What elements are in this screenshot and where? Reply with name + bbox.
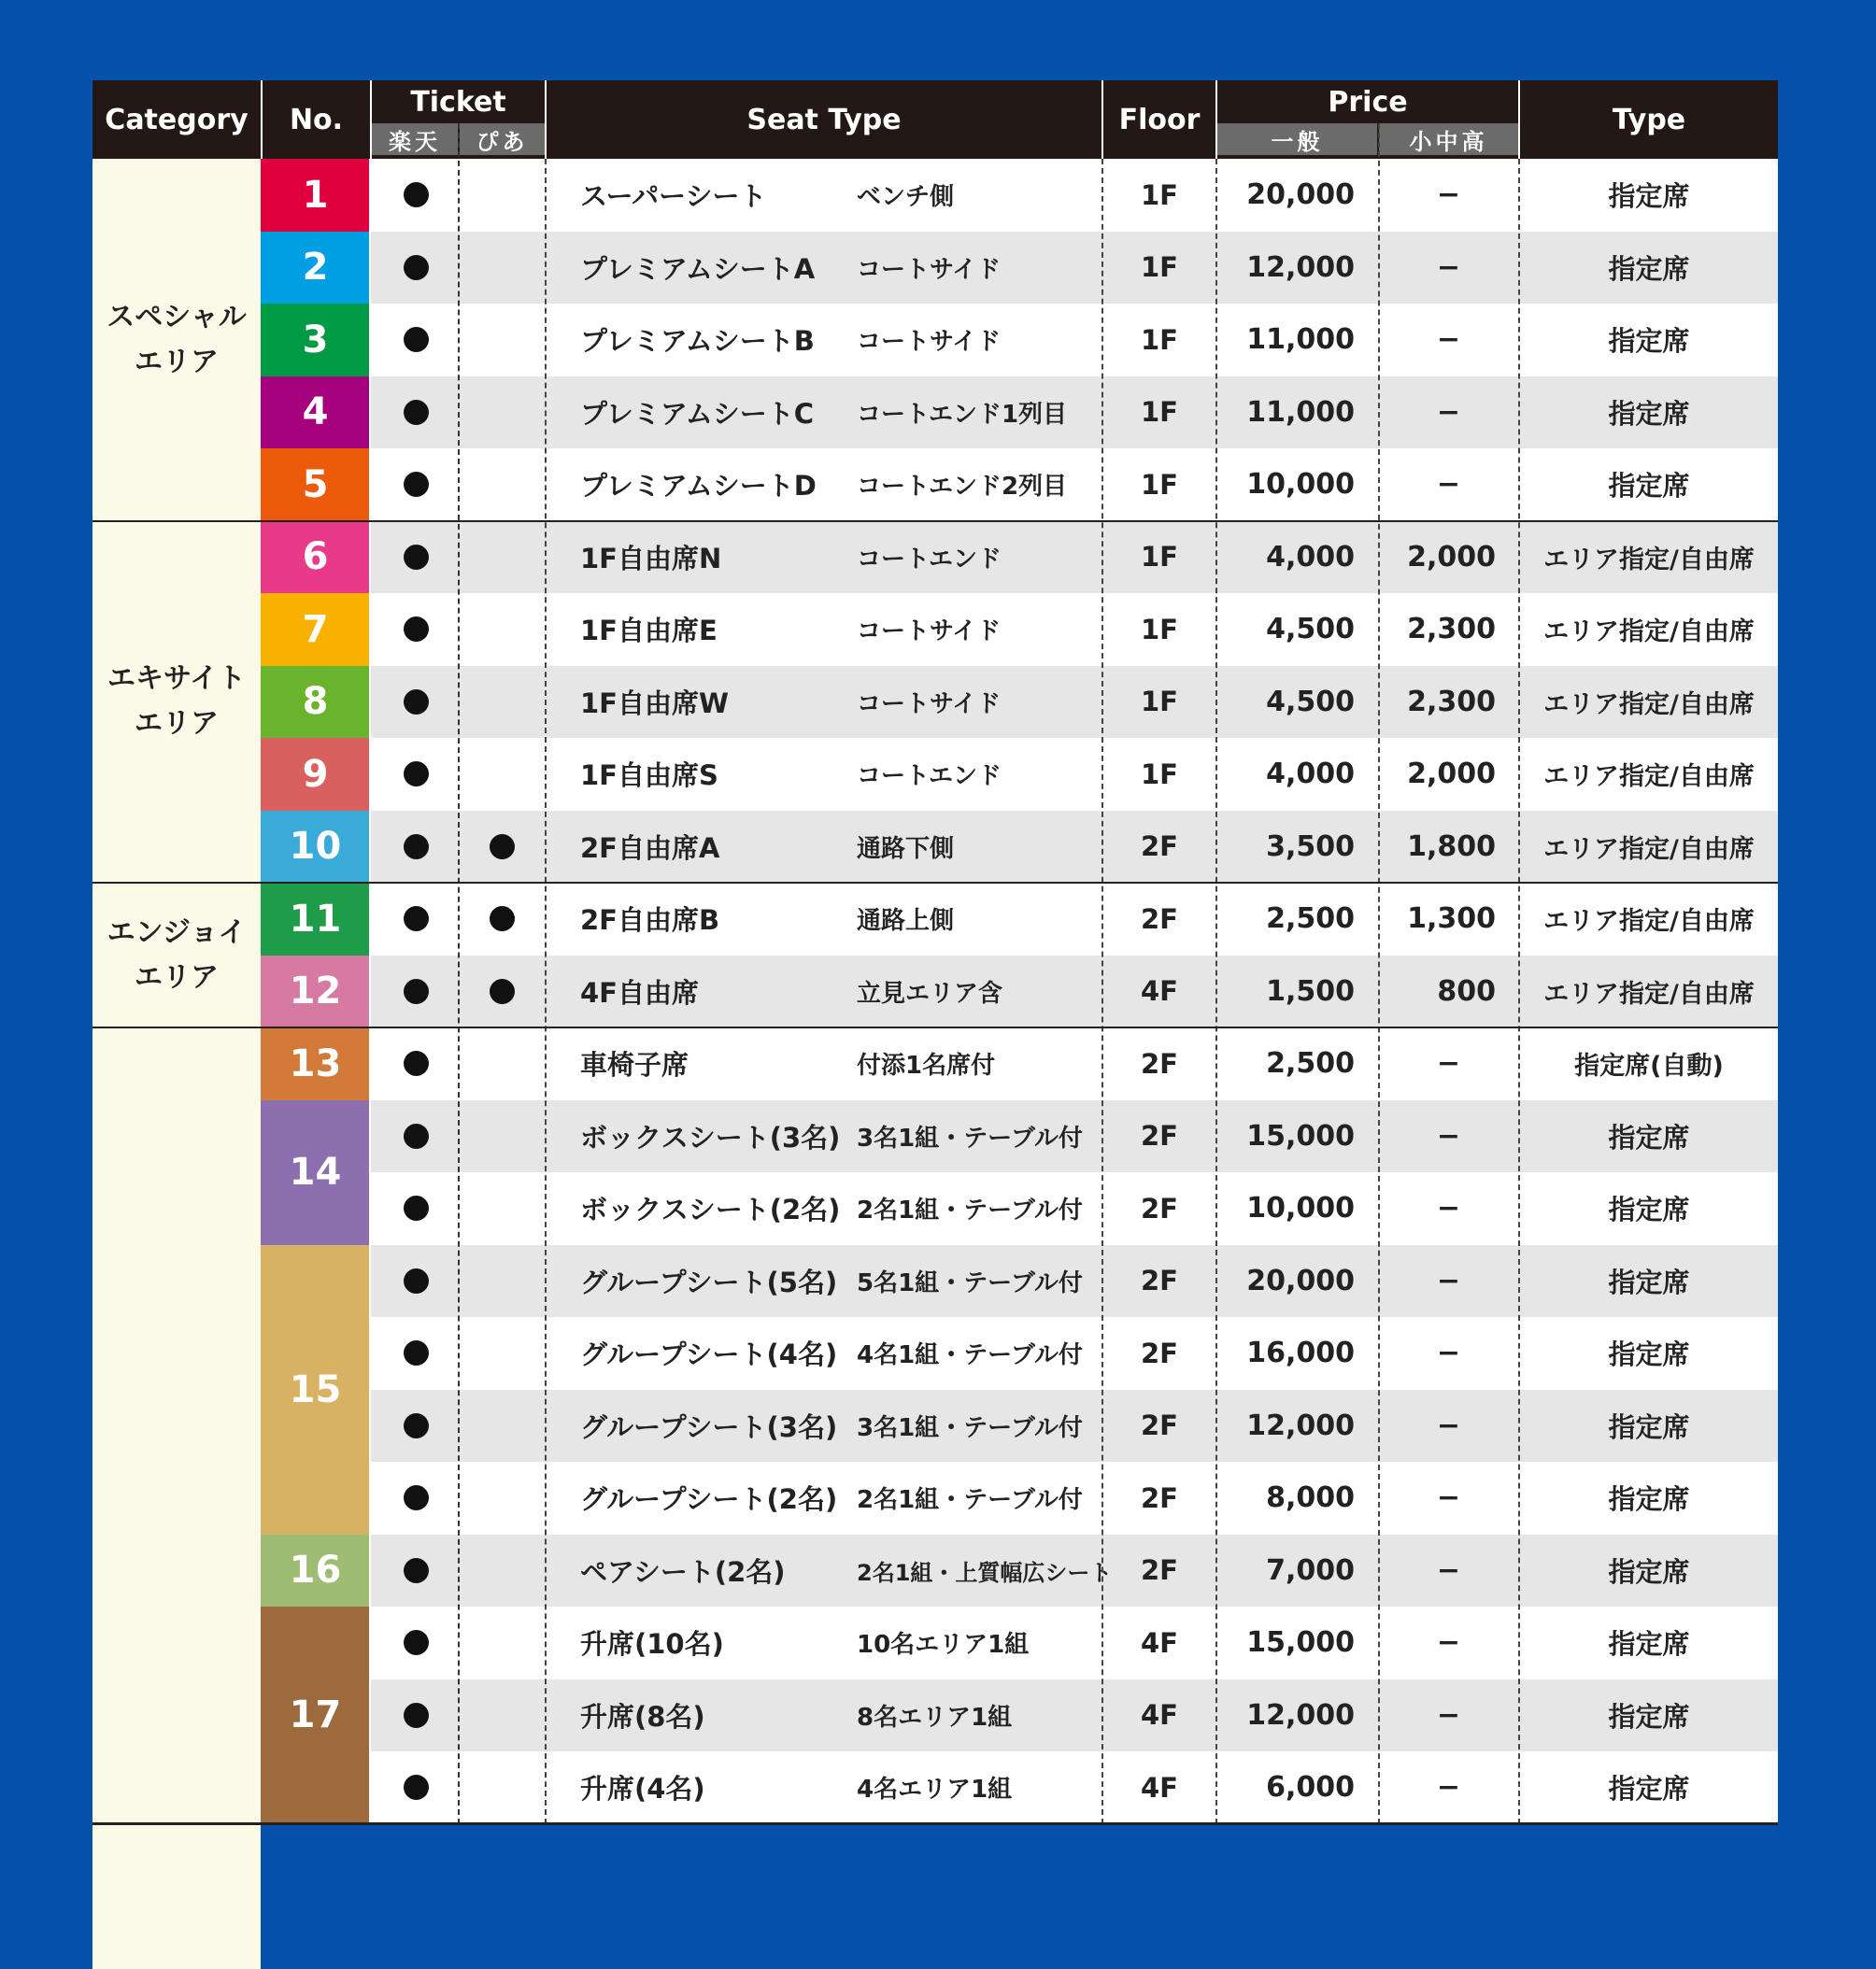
header-seat-type: Seat Type bbox=[746, 103, 902, 136]
rakuten-available-dot bbox=[404, 1558, 429, 1583]
price-student: − bbox=[1436, 1047, 1461, 1081]
seat-number-badge: 13 bbox=[261, 1027, 370, 1100]
rakuten-available-dot bbox=[404, 545, 429, 570]
price-student: − bbox=[1436, 1409, 1461, 1442]
floor-value: 2F bbox=[1141, 1481, 1178, 1514]
price-student: 2,000 bbox=[1407, 540, 1496, 574]
seat-number-badge: 14 bbox=[261, 1100, 370, 1245]
column-divider bbox=[1101, 159, 1103, 1824]
seat-description: コートサイド bbox=[857, 328, 1002, 357]
floor-value: 2F bbox=[1141, 1409, 1178, 1442]
price-student: − bbox=[1436, 1698, 1461, 1732]
floor-value: 2F bbox=[1141, 1337, 1178, 1369]
header-ticket-rakuten: 楽天 bbox=[372, 123, 458, 155]
header-category: Category bbox=[105, 103, 249, 136]
seat-description: 2名1組・テーブル付 bbox=[857, 1486, 1083, 1515]
seat-name: グループシート(3名) bbox=[580, 1410, 838, 1443]
floor-value: 2F bbox=[1141, 1554, 1178, 1587]
header-price-general: 一般 bbox=[1217, 123, 1377, 155]
seat-type-label: 指定席 bbox=[1608, 325, 1690, 358]
seat-description: コートエンド bbox=[857, 545, 1002, 574]
header-ticket: Ticket bbox=[410, 85, 506, 119]
price-student: − bbox=[1436, 1337, 1461, 1370]
pia-available-dot bbox=[490, 834, 515, 859]
price-general: 11,000 bbox=[1246, 323, 1355, 357]
seat-description: コートサイド bbox=[857, 255, 1002, 284]
seat-type-label: 指定席 bbox=[1608, 252, 1690, 285]
seat-name: 1F自由席E bbox=[580, 615, 718, 647]
floor-value: 1F bbox=[1141, 758, 1178, 790]
price-student: 800 bbox=[1437, 974, 1496, 1008]
number-column-edge bbox=[369, 159, 371, 1824]
seat-type-label: 指定席 bbox=[1608, 1555, 1690, 1588]
seat-name: プレミアムシートD bbox=[580, 470, 817, 503]
table-bottom-border bbox=[92, 1822, 1778, 1825]
seat-type-label: 指定席 bbox=[1608, 470, 1690, 503]
seat-number-badge: 4 bbox=[261, 376, 370, 449]
seat-type-label: 指定席 bbox=[1608, 180, 1690, 213]
price-general: 12,000 bbox=[1246, 1698, 1355, 1732]
floor-value: 2F bbox=[1141, 830, 1178, 863]
price-general: 1,500 bbox=[1266, 974, 1355, 1008]
seat-description: コートサイド bbox=[857, 689, 1002, 718]
price-general: 15,000 bbox=[1246, 1119, 1355, 1153]
price-general: 7,000 bbox=[1266, 1553, 1355, 1587]
price-student: 1,300 bbox=[1407, 902, 1496, 936]
seat-name: 升席(4名) bbox=[580, 1773, 705, 1806]
seat-number-badge: 15 bbox=[261, 1245, 370, 1535]
seat-type-label: エリア指定/自由席 bbox=[1543, 762, 1755, 792]
seat-number-badge: 1 bbox=[261, 159, 370, 232]
floor-value: 4F bbox=[1141, 1626, 1178, 1659]
price-general: 20,000 bbox=[1246, 1264, 1355, 1297]
rakuten-available-dot bbox=[404, 400, 429, 425]
price-student: − bbox=[1436, 468, 1461, 502]
seat-description: コートサイド bbox=[857, 617, 1002, 646]
price-student: 2,300 bbox=[1407, 685, 1496, 718]
header-price-student: 小中高 bbox=[1379, 123, 1518, 155]
price-general: 20,000 bbox=[1246, 178, 1355, 212]
seat-number-badge: 16 bbox=[261, 1535, 370, 1608]
category-cell: スペシャル エリア bbox=[92, 159, 261, 521]
seat-number-badge: 3 bbox=[261, 304, 370, 376]
seat-description: 4名エリア1組 bbox=[857, 1776, 1013, 1805]
header-floor: Floor bbox=[1118, 103, 1201, 136]
price-student: 2,300 bbox=[1407, 613, 1496, 646]
pia-available-dot bbox=[490, 979, 515, 1004]
seat-name: 1F自由席W bbox=[580, 687, 729, 719]
price-student: − bbox=[1436, 1192, 1461, 1225]
floor-value: 1F bbox=[1141, 613, 1178, 645]
seat-type-label: 指定席 bbox=[1608, 1773, 1690, 1806]
seat-type-label: 指定席 bbox=[1608, 1266, 1690, 1298]
seat-description: 8名エリア1組 bbox=[857, 1703, 1013, 1732]
seat-type-label: 指定席 bbox=[1608, 397, 1690, 430]
floor-value: 1F bbox=[1141, 178, 1178, 211]
price-student: 1,800 bbox=[1407, 829, 1496, 863]
seat-number-badge: 8 bbox=[261, 666, 370, 739]
category-separator bbox=[92, 520, 1778, 522]
seat-type-label: 指定席 bbox=[1608, 1700, 1690, 1733]
price-general: 4,500 bbox=[1266, 685, 1355, 718]
price-general: 12,000 bbox=[1246, 250, 1355, 284]
seat-name: プレミアムシートB bbox=[580, 325, 815, 358]
seat-name: スーパーシート bbox=[580, 180, 767, 213]
price-general: 10,000 bbox=[1246, 1192, 1355, 1225]
seat-description: 通路上側 bbox=[857, 907, 955, 936]
seat-type-label: 指定席 bbox=[1608, 1121, 1690, 1154]
seat-type-label: 指定席 bbox=[1608, 1483, 1690, 1516]
seat-description: 付添1名席付 bbox=[857, 1052, 996, 1081]
price-student: − bbox=[1436, 1626, 1461, 1660]
seat-number-badge: 6 bbox=[261, 521, 370, 594]
seat-description: 2名1組・上質幅広シート bbox=[857, 1559, 1113, 1586]
seat-description: 4名1組・テーブル付 bbox=[857, 1341, 1083, 1370]
seat-description: コートエンド bbox=[857, 762, 1002, 791]
seat-type-label: 指定席 bbox=[1608, 1628, 1690, 1661]
seat-number-badge: 7 bbox=[261, 593, 370, 666]
seat-number-badge: 11 bbox=[261, 883, 370, 956]
seat-name: プレミアムシートC bbox=[580, 397, 815, 430]
category-cell: エンジョイ エリア bbox=[92, 883, 261, 1027]
category-cell bbox=[92, 1027, 261, 1969]
floor-value: 1F bbox=[1141, 323, 1178, 356]
seat-type-label: エリア指定/自由席 bbox=[1543, 545, 1755, 574]
price-student: − bbox=[1436, 178, 1461, 212]
rakuten-available-dot bbox=[404, 689, 429, 715]
price-general: 4,500 bbox=[1266, 613, 1355, 646]
price-general: 12,000 bbox=[1246, 1409, 1355, 1442]
floor-value: 2F bbox=[1141, 902, 1178, 935]
seat-type-label: 指定席(自動) bbox=[1574, 1052, 1724, 1082]
seat-description: コートエンド2列目 bbox=[857, 473, 1068, 502]
price-general: 4,000 bbox=[1266, 758, 1355, 791]
seat-description: 10名エリア1組 bbox=[857, 1631, 1030, 1660]
header-no: No. bbox=[289, 103, 344, 136]
seat-description: 2名1組・テーブル付 bbox=[857, 1197, 1083, 1225]
seat-type-label: エリア指定/自由席 bbox=[1543, 689, 1755, 719]
column-divider bbox=[545, 159, 547, 1824]
seat-number-badge: 5 bbox=[261, 448, 370, 521]
category-cell: エキサイト エリア bbox=[92, 521, 261, 884]
floor-value: 1F bbox=[1141, 686, 1178, 718]
seat-type-label: 指定席 bbox=[1608, 1194, 1690, 1226]
seat-type-label: 指定席 bbox=[1608, 1410, 1690, 1443]
seat-type-label: 指定席 bbox=[1608, 1339, 1690, 1371]
seat-number-badge: 17 bbox=[261, 1607, 370, 1824]
seat-name: 2F自由席B bbox=[580, 904, 720, 937]
rakuten-available-dot bbox=[404, 979, 429, 1004]
seat-name: 升席(10名) bbox=[580, 1628, 724, 1661]
price-general: 2,500 bbox=[1266, 1047, 1355, 1081]
seat-type-label: エリア指定/自由席 bbox=[1543, 834, 1755, 864]
seat-number-badge: 2 bbox=[261, 232, 370, 305]
seat-name: グループシート(4名) bbox=[580, 1339, 838, 1371]
seat-description: コートエンド1列目 bbox=[857, 400, 1068, 429]
floor-value: 2F bbox=[1141, 1192, 1178, 1225]
price-general: 11,000 bbox=[1246, 395, 1355, 429]
rakuten-available-dot bbox=[404, 1413, 429, 1438]
seat-name: 2F自由席A bbox=[580, 831, 720, 864]
floor-value: 1F bbox=[1141, 396, 1178, 429]
floor-value: 4F bbox=[1141, 975, 1178, 1008]
seat-number-badge: 9 bbox=[261, 738, 370, 811]
floor-value: 1F bbox=[1141, 468, 1178, 501]
seat-description: 3名1組・テーブル付 bbox=[857, 1124, 1083, 1153]
price-general: 4,000 bbox=[1266, 540, 1355, 574]
column-divider bbox=[1215, 159, 1217, 1824]
header-ticket-pia: ぴあ bbox=[460, 123, 545, 155]
seat-name: 升席(8名) bbox=[580, 1700, 705, 1733]
floor-value: 1F bbox=[1141, 541, 1178, 574]
rakuten-available-dot bbox=[404, 1268, 429, 1294]
price-student: 2,000 bbox=[1407, 758, 1496, 791]
price-student: − bbox=[1436, 1119, 1461, 1153]
header-type: Type bbox=[1612, 103, 1686, 136]
seat-description: 通路下側 bbox=[857, 834, 955, 863]
price-general: 3,500 bbox=[1266, 829, 1355, 863]
floor-value: 2F bbox=[1141, 1120, 1178, 1153]
seat-name: プレミアムシートA bbox=[580, 252, 816, 285]
price-student: − bbox=[1436, 250, 1461, 284]
seat-name: 1F自由席S bbox=[580, 759, 718, 792]
seat-type-label: エリア指定/自由席 bbox=[1543, 907, 1755, 937]
price-student: − bbox=[1436, 395, 1461, 429]
ticket-divider bbox=[458, 123, 460, 1824]
price-student: − bbox=[1436, 1771, 1461, 1805]
seat-name: ボックスシート(2名) bbox=[580, 1194, 841, 1226]
floor-value: 4F bbox=[1141, 1771, 1178, 1804]
price-general: 15,000 bbox=[1246, 1626, 1355, 1660]
rakuten-available-dot bbox=[404, 1703, 429, 1728]
price-student: − bbox=[1436, 1264, 1461, 1297]
price-general: 2,500 bbox=[1266, 902, 1355, 936]
price-student: − bbox=[1436, 323, 1461, 357]
seat-description: 5名1組・テーブル付 bbox=[857, 1268, 1083, 1297]
floor-value: 2F bbox=[1141, 1265, 1178, 1297]
price-general: 16,000 bbox=[1246, 1337, 1355, 1370]
seat-type-label: エリア指定/自由席 bbox=[1543, 979, 1755, 1009]
table-header bbox=[92, 80, 1778, 159]
seat-name: ボックスシート(3名) bbox=[580, 1121, 841, 1154]
seat-name: ペアシート(2名) bbox=[580, 1555, 786, 1588]
category-separator bbox=[92, 1027, 1778, 1028]
price-student: − bbox=[1436, 1553, 1461, 1587]
seat-number-badge: 12 bbox=[261, 956, 370, 1028]
header-price: Price bbox=[1328, 85, 1408, 119]
rakuten-available-dot bbox=[404, 255, 429, 280]
price-general: 10,000 bbox=[1246, 468, 1355, 502]
seat-name: グループシート(2名) bbox=[580, 1483, 838, 1516]
seat-name: 4F自由席 bbox=[580, 976, 699, 1009]
column-divider bbox=[1518, 159, 1520, 1824]
rakuten-available-dot bbox=[404, 1124, 429, 1149]
price-divider bbox=[1378, 123, 1380, 1824]
seat-description: ベンチ側 bbox=[857, 183, 955, 212]
seat-number-badge: 10 bbox=[261, 811, 370, 884]
seat-description: 3名1組・テーブル付 bbox=[857, 1413, 1083, 1442]
rakuten-available-dot bbox=[404, 834, 429, 859]
seat-description: 立見エリア含 bbox=[857, 979, 1003, 1008]
floor-value: 1F bbox=[1141, 251, 1178, 284]
price-student: − bbox=[1436, 1481, 1461, 1515]
seat-price-table bbox=[92, 80, 1778, 1824]
floor-value: 4F bbox=[1141, 1699, 1178, 1732]
seat-name: グループシート(5名) bbox=[580, 1266, 838, 1298]
price-general: 6,000 bbox=[1266, 1771, 1355, 1805]
seat-type-label: エリア指定/自由席 bbox=[1543, 617, 1755, 647]
floor-value: 2F bbox=[1141, 1047, 1178, 1080]
seat-name: 車椅子席 bbox=[580, 1049, 689, 1082]
seat-name: 1F自由席N bbox=[580, 542, 722, 574]
price-general: 8,000 bbox=[1266, 1481, 1355, 1515]
category-separator bbox=[92, 882, 1778, 884]
